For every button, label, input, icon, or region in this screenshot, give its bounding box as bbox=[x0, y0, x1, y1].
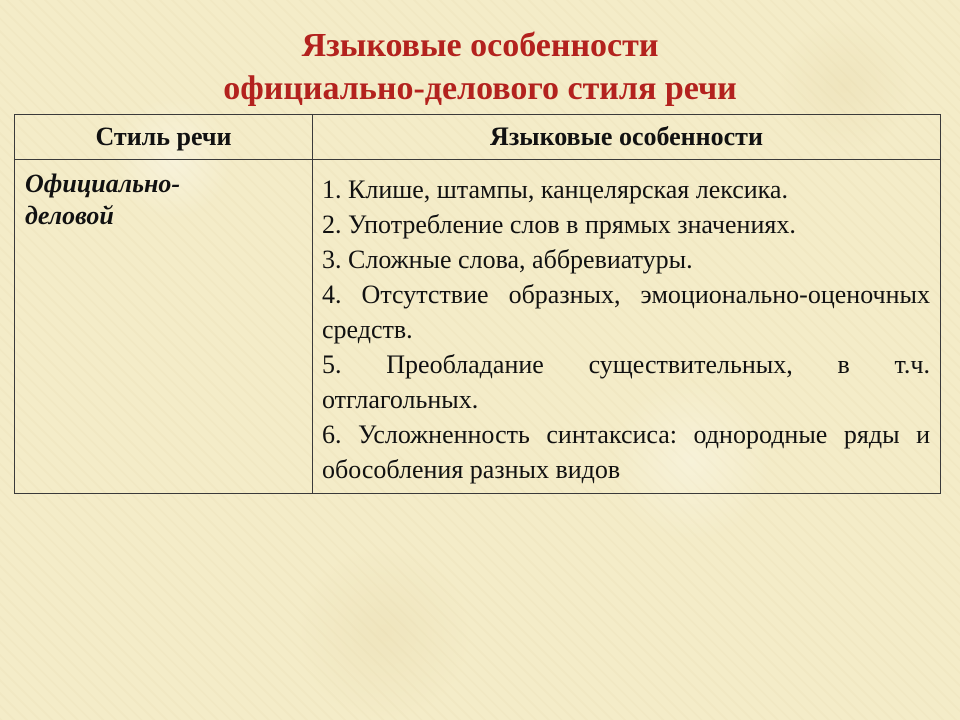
feature-item-3: 3. Сложные слова, аббревиатуры. bbox=[322, 245, 693, 274]
feature-item-4: 4. Отсутствие образных, эмоционально-оценочных средств. bbox=[322, 280, 930, 344]
features-table-container bbox=[14, 114, 940, 494]
slide-title-line-1: Языковые особенности bbox=[301, 27, 659, 64]
feature-item-5: 5. Преобладание существительных, в т.ч. отглагольных. bbox=[322, 350, 930, 414]
feature-item-1: 1. Клише, штампы, канцелярская лексика. bbox=[322, 175, 788, 204]
feature-item-6: 6. Усложненность синтаксиса: однородные ряды и обособления разных видов bbox=[322, 420, 930, 484]
header-features: Языковые особенности bbox=[313, 115, 941, 160]
style-name-line-1: Официально- bbox=[25, 169, 181, 198]
table-row bbox=[15, 160, 941, 494]
features-cell bbox=[313, 160, 941, 494]
header-style: Стиль речи bbox=[15, 115, 313, 160]
table-header-row bbox=[15, 115, 941, 160]
slide-title bbox=[0, 24, 960, 110]
feature-item-2: 2. Употребление слов в прямых значениях. bbox=[322, 210, 796, 239]
slide-title-line-2: официально-делового стиля речи bbox=[223, 70, 737, 107]
style-cell bbox=[15, 160, 313, 494]
style-name-line-2: деловой bbox=[25, 201, 114, 230]
features-table bbox=[14, 114, 941, 494]
feature-list bbox=[322, 172, 930, 487]
